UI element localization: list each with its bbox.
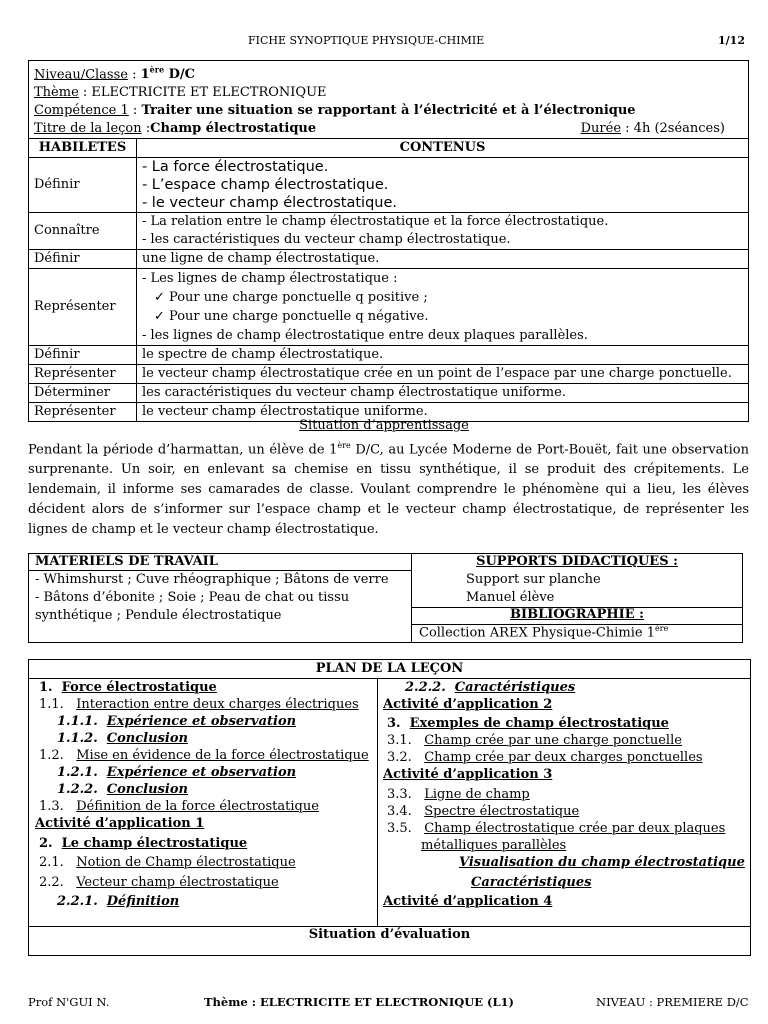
plan-item [39,747,369,764]
niveau-sup: ère [149,65,165,75]
document-header-title: FICHE SYNOPTIQUE PHYSIQUE-CHIMIE [248,34,485,47]
plan-item-num: 1.1.2. [57,731,98,746]
theme-value: ELECTRICITE ET ELECTRONIQUE [91,85,327,101]
contenu-line: - les caractéristiques du vecteur champ électrostatique. [141,232,511,248]
info-row-theme: Thème : ELECTRICITE ET ELECTRONIQUE [29,84,749,102]
habilete-cell: Déterminer [29,384,137,403]
contenu-line: - les lignes de champ électrostatique entre deux plaques parallèles. [141,328,588,344]
habilete-cell: Représenter [29,403,137,422]
footer-theme: Thème : ELECTRICITE ET ELECTRONIQUE (L1) [204,995,515,1009]
plan-item-text: Exemples de champ électrostatique [409,716,669,731]
plan-subheading: Visualisation du champ électrostatique [459,855,745,870]
plan-title: PLAN DE LA LEÇON [315,661,464,676]
plan-activity: Activité d’application 2 [383,697,553,712]
plan-item-num: 3.4. [387,804,412,819]
plan-item-num: 1.2. [39,748,64,763]
contenu-line: - L’espace champ électrostatique. [141,177,389,194]
info-row-competence: Compétence 1 : Traiter une situation se rapportant à l’électricité et à l’électronique [29,102,749,120]
plan-activity: Activité d’application 3 [383,767,553,782]
niveau-value: 1 [140,67,150,83]
contenu-line: le spectre de champ électrostatique. [141,347,384,363]
biblio-title: BIBLIOGRAPHIE : [510,607,644,622]
plan-item-num: 1.1.1. [57,714,98,729]
materials-title: MATERIELS DE TRAVAIL [35,554,218,569]
plan-item-num: 3. [387,716,401,731]
niveau-label: Niveau/Classe [34,67,128,83]
situation-text-b: D/C, au Lycée Moderne de Port-Bouët, fait une observation surprenante. Un soir, en enlevant sa chemise en tissu synthétique, il se produit des crépitements. Le lendemain, il informe ses camarades de classe. Voulant comprendre le phénomène qui a lieu, les élèves décident alors de s’informer sur l’espace champ et le vecteur champ électrostatique, de représenter les lignes de champ et le vecteur champ électrostatique. [28,442,749,538]
materials-line: - Bâtons d’ébonite ; Soie ; Peau de chat ou tissu [35,590,350,605]
titre-value: Champ électrostatique [150,121,317,137]
lesson-plan-box [28,659,751,956]
plan-item-num: 1.1. [39,697,64,712]
situation-title-text: Situation d’apprentissage [299,418,469,433]
plan-item [57,730,188,747]
biblio-sup: ère [654,624,669,633]
footer-author: Prof N'GUI N. [28,995,110,1009]
plan-item-text: Interaction entre deux charges électriques [76,697,359,712]
plan-item-text: Mise en évidence de la force électrostatique [76,748,369,763]
plan-item-text: Expérience et observation [106,765,297,780]
contenu-line: - La relation entre le champ électrostatique et la force électrostatique. [141,214,609,230]
plan-item [39,696,359,713]
contenu-line: les caractéristiques du vecteur champ électrostatique uniforme. [141,385,566,401]
table-row [29,158,749,213]
materials-list [35,571,389,625]
contenu-line: - Les lignes de champ électrostatique : [141,271,398,287]
duree-label: Durée [580,121,622,137]
plan-item-text: Champ crée par une charge ponctuelle [424,733,682,748]
plan-item-num: 1.2.2. [57,782,98,797]
plan-item [39,854,296,871]
supports-title: SUPPORTS DIDACTIQUES : [476,554,678,569]
plan-item-num: 2.2. [39,875,64,890]
header-habiletes: HABILETES [29,139,137,158]
habilete-cell: Connaître [29,213,137,250]
table-row [29,365,749,384]
contenu-line: le vecteur champ électrostatique uniforme. [141,404,428,420]
plan-item-num: 2. [39,836,53,851]
plan-item-text: Caractéristiques [454,680,576,695]
plan-column-divider [377,678,378,926]
contenu-line: - le vecteur champ électrostatique. [141,195,398,212]
footer-niveau: NIVEAU : PREMIERE D/C [596,995,749,1009]
plan-item [57,764,296,781]
habilete-cell: Définir [29,250,137,269]
plan-item-text: Champ électrostatique crée par deux plaques [424,821,726,836]
plan-subheading: Caractéristiques [471,875,592,890]
situation-title [0,418,768,433]
plan-item [387,715,669,732]
plan-item-num: 2.2.2. [405,680,446,695]
info-row-titre: Titre de la leçon :Champ électrostatique Durée : 4h (2séances) [29,120,749,139]
plan-item-text: Définition [106,894,180,909]
plan-item-num: 1.3. [39,799,64,814]
plan-item-text: Ligne de champ [424,787,530,802]
habilete-cell: Définir [29,346,137,365]
biblio-text [419,624,668,640]
titre-label: Titre de la leçon [34,121,142,137]
habilete-cell: Représenter [29,365,137,384]
plan-item [387,803,579,820]
table-row [29,346,749,365]
plan-item-continuation: métalliques parallèles [421,838,567,853]
plan-item-text: Vecteur champ électrostatique [76,875,279,890]
supports-line: Support sur planche [466,572,601,587]
contenu-line: une ligne de champ électrostatique. [141,251,380,267]
plan-item [39,798,319,815]
plan-item [387,820,725,837]
plan-item-num: 3.1. [387,733,412,748]
plan-item-num: 1. [39,680,53,695]
plan-item-text: Spectre électrostatique [424,804,580,819]
page-number: 1/12 [718,34,745,47]
habilete-cell: Représenter [29,269,137,346]
checklist-item: ✓ Pour une charge ponctuelle q négative. [153,309,429,325]
habilete-cell: Définir [29,158,137,213]
plan-item [387,732,682,749]
evaluation-title: Situation d’évaluation [308,927,471,942]
materials-line: - Whimshurst ; Cuve rhéographique ; Bâtons de verre [35,572,389,587]
plan-activity: Activité d’application 1 [35,816,205,831]
plan-item-num: 3.2. [387,750,412,765]
table-row [29,250,749,269]
plan-item [405,679,575,696]
competence-label: Compétence 1 [34,103,129,119]
plan-item-text: Conclusion [106,731,188,746]
situation-text-sup: ère [337,441,351,450]
duree-value: 4h (2séances) [633,121,725,137]
plan-item-num: 2.2.1. [57,894,98,909]
plan-item [387,749,703,766]
plan-item [39,835,247,852]
info-row-niveau: Niveau/Classe : 1ère D/C [29,61,749,85]
plan-item-text: Champ crée par deux charges ponctuelles [424,750,703,765]
materials-box [28,553,743,643]
skills-table [28,60,749,422]
checklist-item: ✓ Pour une charge ponctuelle q positive ; [153,290,428,306]
theme-label: Thème [34,85,79,101]
situation-text-a: Pendant la période d’harmattan, un élève de 1 [28,442,338,458]
contenu-line: le vecteur champ électrostatique crée en un point de l’espace par une charge ponctuelle. [141,366,732,382]
plan-item [387,786,530,803]
plan-item-text: Le champ électrostatique [61,836,248,851]
table-header-row [29,139,749,158]
plan-item-text: Expérience et observation [106,714,297,729]
situation-paragraph [28,436,749,540]
plan-item [39,679,217,696]
plan-item-text: Conclusion [106,782,188,797]
header-contenus: CONTENUS [136,139,748,158]
table-row [29,213,749,250]
plan-item-num: 3.3. [387,787,412,802]
plan-item-text: Force électrostatique [61,680,217,695]
biblio-text-main: Collection AREX Physique-Chimie 1 [419,625,655,641]
niveau-class: D/C [168,67,195,83]
supports-list [466,571,601,607]
plan-item [57,713,296,730]
plan-item-num: 3.5. [387,821,412,836]
plan-item [57,893,179,910]
plan-activity: Activité d’application 4 [383,894,553,909]
plan-item [57,781,188,798]
plan-item-text: Notion de Champ électrostatique [76,855,296,870]
table-row [29,269,749,346]
contenu-line: - La force électrostatique. [141,159,329,176]
plan-item [39,874,279,891]
materials-line: synthétique ; Pendule électrostatique [35,608,282,623]
supports-line: Manuel élève [466,590,555,605]
table-row [29,384,749,403]
plan-item-text: Définition de la force électrostatique [76,799,319,814]
competence-value: Traiter une situation se rapportant à l’électricité et à l’électronique [141,103,636,119]
plan-item-num: 1.2.1. [57,765,98,780]
plan-item-num: 2.1. [39,855,64,870]
